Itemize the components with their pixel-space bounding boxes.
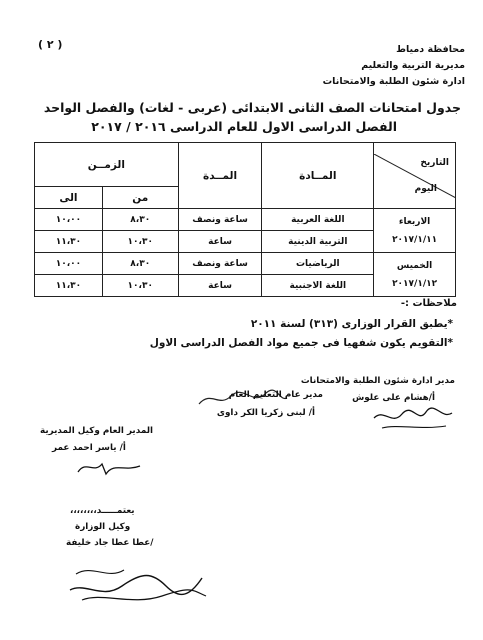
duration-cell: ساعة ونصف — [178, 253, 262, 275]
general-ed-name: أ/ لبنى زكريا الكر داوى — [216, 408, 315, 418]
from-cell: ١٠،٣٠ — [102, 231, 178, 253]
header-from: من — [102, 187, 178, 209]
minister-deputy-signature — [62, 552, 212, 612]
exams-director-name: أ/هشام على علوش — [352, 393, 435, 403]
to-cell: ١٠،٠٠ — [35, 209, 103, 231]
approval-label: يعتمـــــد،،،،،،،، — [70, 506, 135, 516]
header-directorate: مديرية التربية والتعليم — [361, 60, 465, 71]
day-cell — [374, 253, 456, 297]
duration-cell: ساعة — [178, 275, 262, 297]
deputy-signature — [74, 454, 144, 480]
table-row — [35, 253, 456, 275]
header-subject: المــادة — [262, 143, 374, 209]
date-day-header — [374, 143, 456, 209]
exam-schedule-table — [34, 142, 456, 297]
exams-director-title: مدير ادارة شئون الطلبة والامتحانات — [300, 376, 455, 386]
to-cell: ١١،٣٠ — [35, 275, 103, 297]
table-row — [35, 209, 456, 231]
header-governorate: محافظة دمياط — [396, 44, 465, 55]
from-cell: ١٠،٣٠ — [102, 275, 178, 297]
subject-cell: اللغة العربية — [262, 209, 374, 231]
to-cell: ١١،٣٠ — [35, 231, 103, 253]
minister-deputy-title: وكيل الوزارة — [75, 522, 131, 532]
notes-heading: ملاحظات :- — [400, 298, 457, 309]
header-date-label: التاريخ — [420, 157, 449, 168]
exams-director-signature — [368, 404, 456, 434]
header-department: ادارة شئون الطلبة والامتحانات — [322, 76, 465, 87]
deputy-name: أ/ ياسر احمد عمر — [52, 443, 126, 453]
header-to: الى — [35, 187, 103, 209]
to-cell: ١٠،٠٠ — [35, 253, 103, 275]
subject-cell: التربية الدينية — [262, 231, 374, 253]
subject-cell: اللغة الاجنبية — [262, 275, 374, 297]
minister-deputy-name: /عطا عطا جاد خليفة — [66, 538, 154, 548]
general-ed-title: مدير عام التعليم العام — [228, 390, 323, 400]
day-name: الخميس — [396, 260, 433, 271]
header-duration: المــدة — [178, 143, 262, 209]
note-oral-assessment: *التقويم يكون شفهيا فى جميع مواد الفصل الدراسى الاول — [149, 337, 453, 349]
header-day-label: اليوم — [414, 183, 437, 194]
day-name: الاربعاء — [398, 216, 431, 227]
duration-cell: ساعة ونصف — [178, 209, 262, 231]
document-title: جدول امتحانات الصف الثانى الابتدائى (عربى - لغات) والفصل الواحد — [43, 100, 461, 115]
header-time: الزمــن — [35, 143, 179, 187]
day-cell — [374, 209, 456, 253]
duration-cell: ساعة — [178, 231, 262, 253]
from-cell: ٨،٣٠ — [102, 253, 178, 275]
deputy-title: المدير العام وكيل المديرية — [40, 426, 154, 436]
note-decree: *يطبق القرار الوزارى (٣١٣) لسنة ٢٠١١ — [250, 318, 453, 330]
day-date: ٢٠١٧/١/١١ — [392, 234, 438, 245]
from-cell: ٨،٣٠ — [102, 209, 178, 231]
subject-cell: الرياضيات — [262, 253, 374, 275]
page-number: ( ٢ ) — [38, 38, 63, 51]
document-subtitle: الفصل الدراسى الاول للعام الدراسى ٢٠١٦ / ٢٠١٧ — [91, 119, 397, 134]
day-date: ٢٠١٧/١/١٢ — [392, 278, 438, 289]
